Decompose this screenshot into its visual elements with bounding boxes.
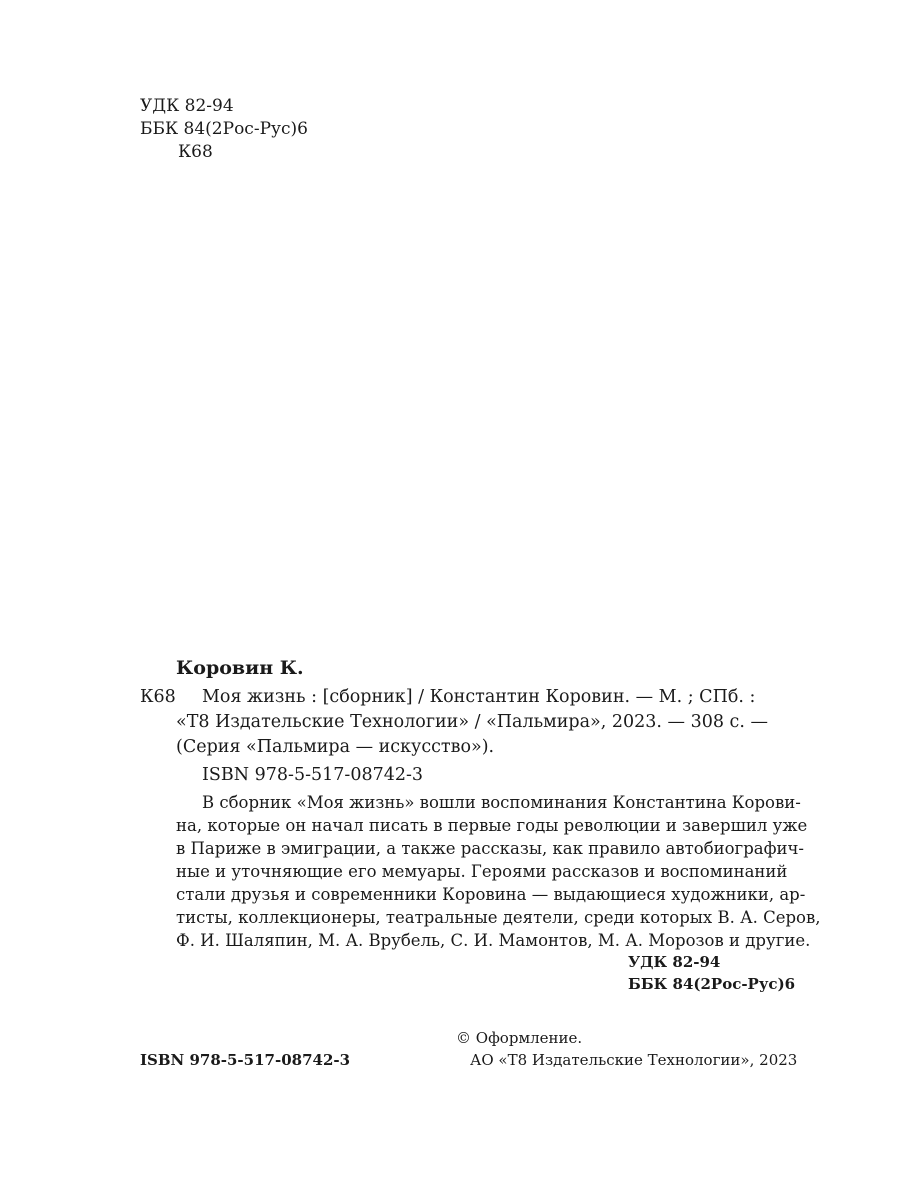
annotation-line: В сборник «Моя жизнь» вошли воспоминания Константина Корови- [202,793,801,812]
bottom-isbn: ISBN 978-5-517-08742-3 [140,1051,351,1069]
annotation-line: Ф. И. Шаляпин, М. А. Врубель, С. И. Мамонтов, М. А. Морозов и другие. [176,931,811,950]
copyright-line: © Оформление. [456,1029,583,1047]
annotation-line: в Париже в эмиграции, а также рассказы, как правило автобиографич- [176,839,804,858]
record-line: «Т8 Издательские Технологии» / «Пальмира», 2023. — 308 с. — [176,712,768,732]
footer-udk-code: УДК 82-94 [628,953,721,971]
annotation-line: на, которые он начал писать в первые годы революции и завершил уже [176,816,808,835]
annotation-line: тисты, коллекционеры, театральные деятели, среди которых В. А. Серов, [176,908,821,927]
bbk-code: ББК 84(2Рос-Рус)6 [140,119,308,139]
udk-code: УДК 82-94 [140,96,234,116]
copyright-publisher: АО «Т8 Издательские Технологии», 2023 [470,1051,798,1069]
author-mark: К68 [178,142,213,162]
annotation-line: ные и уточняющие его мемуары. Героями рассказов и воспоминаний [176,862,788,881]
record-isbn: ISBN 978-5-517-08742-3 [202,765,424,785]
record-line: Моя жизнь : [сборник] / Константин Коровин. — М. ; СПб. : [202,687,756,707]
footer-bbk-code: ББК 84(2Рос-Рус)6 [628,975,796,993]
annotation-line: стали друзья и современники Коровина — выдающиеся художники, ар- [176,885,806,904]
author-heading: Коровин К. [176,657,304,679]
record-mark: К68 [140,687,176,707]
record-line: (Серия «Пальмира — искусство»). [176,737,495,757]
